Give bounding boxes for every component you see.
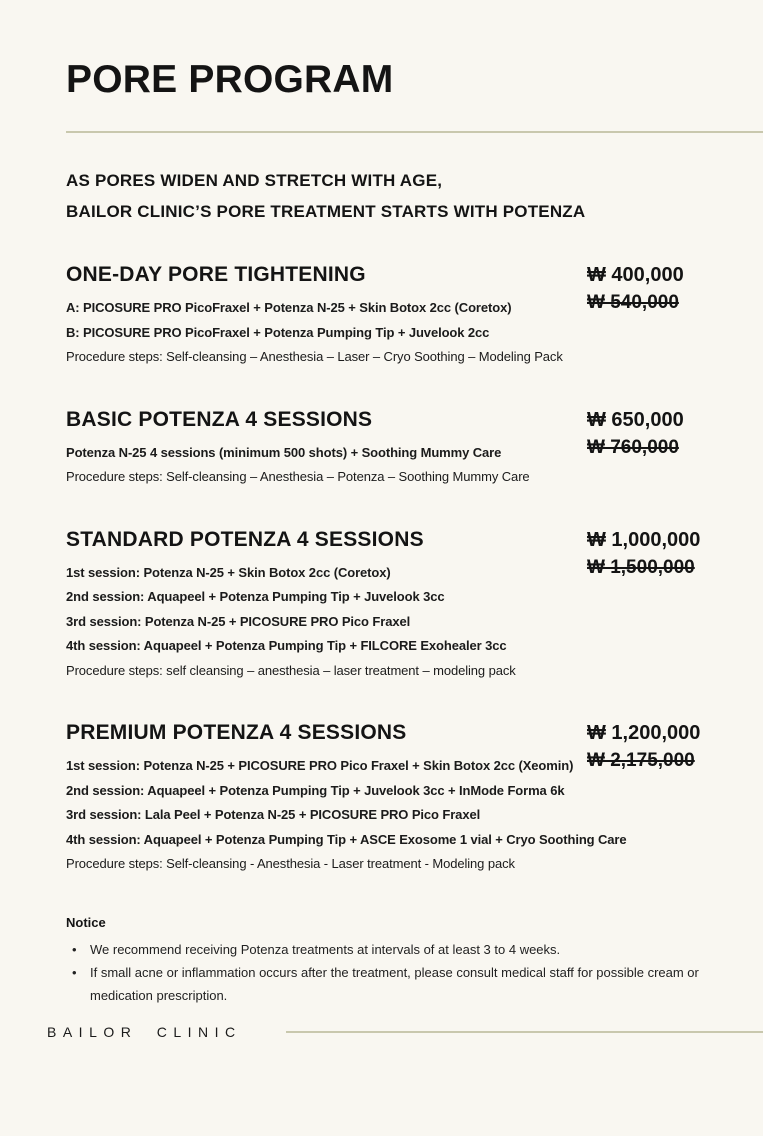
old-price-strikethrough: ₩ 1,500,000 bbox=[587, 556, 695, 578]
treatment-line: 3rd session: Potenza N-25 + PICOSURE PRO Pico Fraxel bbox=[66, 613, 411, 629]
notice-item bbox=[66, 938, 703, 961]
section-lines bbox=[66, 754, 627, 877]
page-footer bbox=[47, 1024, 763, 1040]
notice-item bbox=[66, 961, 703, 1007]
section-title: BASIC POTENZA 4 SESSIONS bbox=[66, 407, 373, 431]
clinic-brand: BAILOR CLINIC bbox=[47, 1023, 242, 1040]
procedure-steps-line: Procedure steps: Self-cleansing – Anesthesia – Potenza – Soothing Mummy Care bbox=[66, 469, 530, 484]
treatment-line: 1st session: Potenza N-25 + Skin Botox 2cc (Coretox) bbox=[66, 564, 391, 580]
old-price-strikethrough: ₩ 760,000 bbox=[587, 436, 679, 458]
page-subtitle bbox=[66, 165, 703, 227]
price-block bbox=[587, 721, 763, 773]
program-list bbox=[66, 263, 763, 877]
notice-item-text: We recommend receiving Potenza treatments at intervals of at least 3 to 4 weeks. bbox=[90, 941, 561, 957]
section-lines bbox=[66, 441, 585, 490]
procedure-steps-line: Procedure steps: Self-cleansing - Anesthesia - Laser treatment - Modeling pack bbox=[66, 856, 515, 871]
treatment-line: 4th session: Aquapeel + Potenza Pumping Tip + FILCORE Exohealer 3cc bbox=[66, 638, 507, 653]
treatment-line: 2nd session: Aquapeel + Potenza Pumping Tip + Juvelook 3cc + InMode Forma 6k bbox=[66, 782, 565, 798]
notice-heading: Notice bbox=[66, 914, 106, 930]
program-section bbox=[66, 528, 763, 684]
notice-item-text: If small acne or inflammation occurs after the treatment, please consult medical staff for possible cream or medication prescription. bbox=[90, 964, 699, 1003]
treatment-line: 2nd session: Aquapeel + Potenza Pumping Tip + Juvelook 3cc bbox=[66, 589, 445, 604]
price-block bbox=[587, 408, 763, 460]
procedure-steps-line: Procedure steps: self cleansing – anesthesia – laser treatment – modeling pack bbox=[66, 662, 516, 678]
header-divider bbox=[66, 131, 763, 133]
bullet-icon: • bbox=[72, 941, 77, 957]
treatment-line: A: PICOSURE PRO PicoFraxel + Potenza N-25 + Skin Botox 2cc (Coretox) bbox=[66, 300, 512, 315]
old-price-strikethrough: ₩ 540,000 bbox=[587, 292, 679, 313]
bullet-icon: • bbox=[72, 964, 77, 980]
page-title: PORE PROGRAM bbox=[66, 58, 394, 101]
current-price: ₩ 1,200,000 bbox=[587, 722, 701, 744]
procedure-steps-line: Procedure steps: Self-cleansing – Anesthesia – Laser – Cryo Soothing – Modeling Pack bbox=[66, 349, 563, 364]
current-price: ₩ 1,000,000 bbox=[587, 528, 701, 551]
price-block bbox=[587, 263, 763, 315]
old-price-strikethrough: ₩ 2,175,000 bbox=[587, 750, 695, 771]
notice-block bbox=[66, 915, 703, 1007]
treatment-line: 4th session: Aquapeel + Potenza Pumping Tip + ASCE Exosome 1 vial + Cryo Soothing Care bbox=[66, 831, 627, 847]
program-section bbox=[66, 263, 763, 370]
section-lines bbox=[66, 561, 585, 684]
current-price: ₩ 650,000 bbox=[587, 408, 684, 431]
treatment-line: 3rd session: Lala Peel + Potenza N-25 + PICOSURE PRO Pico Fraxel bbox=[66, 807, 481, 822]
section-lines bbox=[66, 296, 585, 370]
subtitle-line-2: BAILOR CLINIC’S PORE TREATMENT STARTS WITH POTENZA bbox=[66, 202, 586, 221]
treatment-line: Potenza N-25 4 sessions (minimum 500 shots) + Soothing Mummy Care bbox=[66, 444, 502, 460]
price-block bbox=[587, 528, 763, 580]
subtitle-line-1: AS PORES WIDEN AND STRETCH WITH AGE, bbox=[66, 171, 443, 190]
program-section bbox=[66, 408, 763, 490]
pore-program-page bbox=[0, 56, 763, 1136]
notice-list bbox=[66, 938, 703, 1007]
program-section bbox=[66, 721, 763, 877]
current-price: ₩ 400,000 bbox=[587, 264, 684, 286]
section-title: PREMIUM POTENZA 4 SESSIONS bbox=[66, 721, 407, 744]
treatment-line: 1st session: Potenza N-25 + PICOSURE PRO Pico Fraxel + Skin Botox 2cc (Xeomin) bbox=[66, 758, 574, 773]
section-title: ONE-DAY PORE TIGHTENING bbox=[66, 263, 366, 286]
treatment-line: B: PICOSURE PRO PicoFraxel + Potenza Pumping Tip + Juvelook 2cc bbox=[66, 324, 490, 340]
footer-divider bbox=[286, 1031, 763, 1033]
section-title: STANDARD POTENZA 4 SESSIONS bbox=[66, 527, 424, 551]
